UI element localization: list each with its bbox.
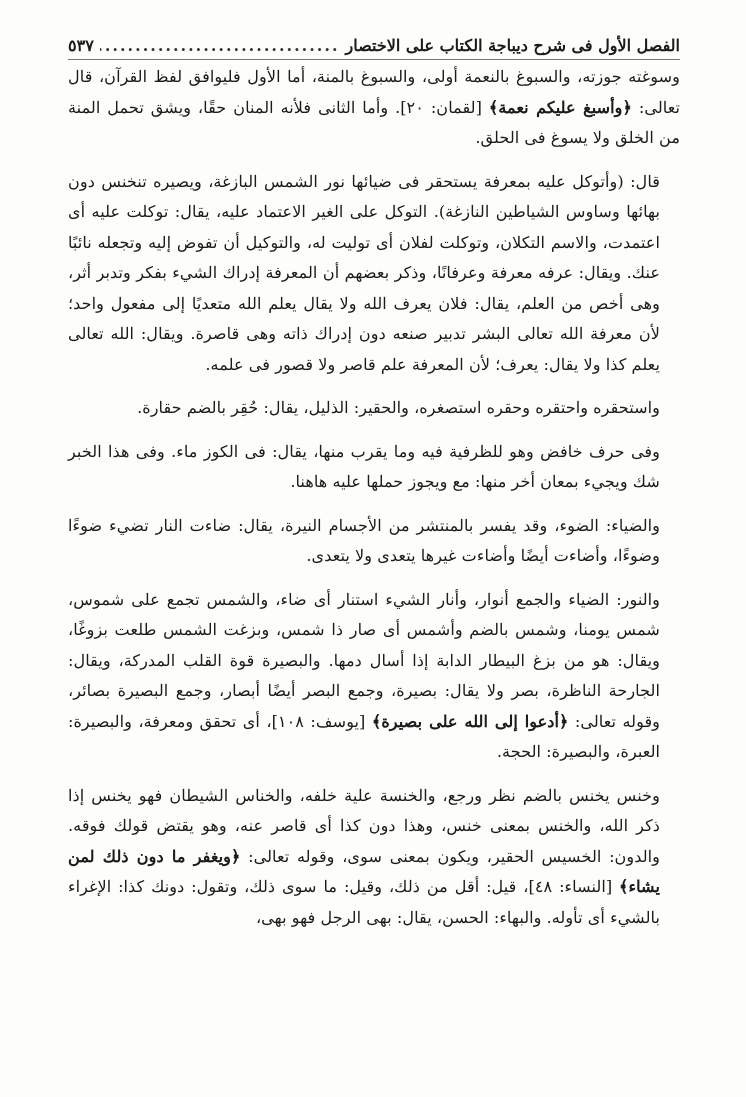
text-run: [النساء: ٤٨]، قيل: أقل من ذلك، وقيل: ما سوى ذلك، وتقول: دونك كذا: الإغراء بالشيء أى تأوله. والبهاء: الحسن، يقال: بهى الرجل فهو بهى،	[68, 877, 660, 927]
text-run: [لقمان: ٢٠]. وأما الثانى فلأنه المنان حقًا، ويشق تحمل المنة من الخلق ولا يسوغ فى الحلق.	[68, 97, 680, 147]
quran-quote: ﴿أدعوا إلى الله على بصيرة﴾	[371, 711, 569, 731]
page-number: ٥٣٧	[68, 36, 94, 55]
text-run: والنور: الضياء والجمع أنوار، وأنار الشيء استنار أى ضاء، والشمس تجمع على شموس، شمس يومنا، وشمس بالضم وأشمس أى صار ذا شمس، وبزغت الشمس طلعت بزوغًا، ويقال: هو من بزغ البيطار الدابة إذا أسال دمها. والبصيرة قوة القلب المدركة، ويقال: الجارحة الناظرة، بصر ولا يقال: بصيرة، وجمع البصر أيضًا أبصار، وجمع البصيرة بصائر، وقوله تعالى:	[68, 589, 660, 731]
chapter-title: الفصل الأول فى شرح ديباجة الكتاب على الاختصار	[345, 36, 680, 55]
paragraph-p7	[68, 781, 680, 934]
text-run: وسوغته جوزته، والسبوغ بالنعمة أولى، والسبوغ بالمنة، أما الأول فليوافق لفظ القرآن، قال تعالى:	[68, 67, 681, 117]
paragraph-p1	[68, 62, 680, 154]
leader-dots	[100, 34, 340, 58]
paragraph-p3	[68, 393, 680, 424]
body-text	[68, 62, 680, 933]
running-header	[68, 34, 680, 60]
quran-quote: ﴿ويغفر ما دون ذلك لمن يشاء﴾	[68, 846, 660, 896]
book-page	[68, 34, 680, 946]
text-run: وفى حرف خافض وهو للظرفية فيه وما يقرب منها، يقال: فى الكوز ماء. وفى هذا الخبر شك ويجيء بمعان أخر منها: مع ويجوز حملها عليه هاهنا.	[68, 441, 660, 491]
text-run: وخنس يخنس بالضم نظر ورجع، والخنسة علية خلفه، والخناس الشيطان فهو يخنس إذا ذكر الله، والخنس بمعنى خنس، وهذا دون كذا أى قاصر عنه، وهو يقتض قولك فوقه. والدون: الخسيس الحقير، ويكون بمعنى سوى، وقوله تعالى:	[68, 785, 660, 866]
paragraph-p2	[68, 167, 680, 381]
paragraph-p5	[68, 511, 680, 572]
quran-quote: ﴿وأسبغ عليكم نعمة﴾	[488, 97, 632, 117]
text-run: واستحقره واحتقره وحقره استصغره، والحقير: الذليل، يقال: حُقِر بالضم حقارة.	[137, 398, 660, 417]
text-run: [يوسف: ١٠٨]، أى تحقق ومعرفة، والبصيرة: العبرة، والبصيرة: الحجة.	[68, 711, 660, 761]
text-run: والضياء: الضوء، وقد يفسر بالمنتشر من الأجسام النيرة، يقال: ضاءت النار تضيء ضوءًا وضوءًا، وأضاءت أيضًا وأضاءت غيرها يتعدى ولا يتعدى.	[68, 515, 660, 565]
text-run: قال: (وأتوكل عليه بمعرفة يستحقر فى ضيائها نور الشمس البازغة، ويصيره تنخنس دون بهائها وساوس الشياطين النازغة). التوكل على الغير الاعتماد عليه، يقال: توكلت عليه أى اعتمدت، والاسم التكلان، وتوكلت لفلان أى توليت له، والتوكيل أن تفوض إليه وتجعله نائبًا عنك. ويقال: عرفه معرفة وعرفانًا، وذكر بعضهم أن المعرفة إدراك الشيء بفكر وتدبر أثر، وهى أخص من العلم، يقال: فلان يعرف الله ولا يقال يعلم الله متعديًا إلى مفعول واحد؛ لأن معرفة الله تعالى البشر تدبير صنعه دون إدراك ذاته وهى قاصرة. ويقال: الله تعالى يعلم كذا ولا يقال: يعرف؛ لأن المعرفة علم قاصر ولا قصور فى علمه.	[68, 171, 660, 374]
paragraph-p4	[68, 437, 680, 498]
paragraph-p6	[68, 585, 680, 768]
